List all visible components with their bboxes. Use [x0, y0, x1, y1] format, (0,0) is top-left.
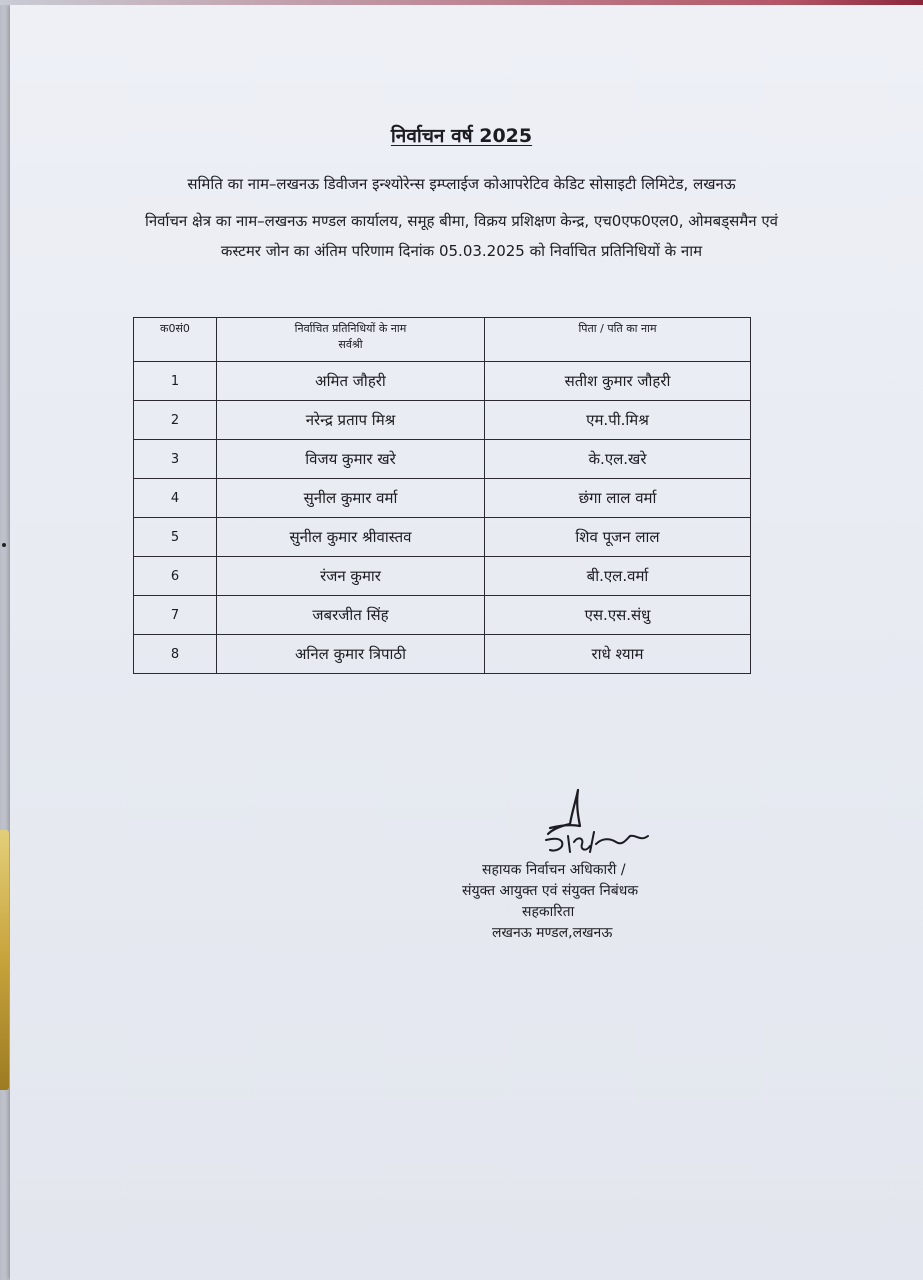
signatory-designation-1: सहायक निर्वाचन अधिकारी /	[482, 862, 626, 878]
row-serial: 3	[134, 440, 217, 479]
punch-mark	[2, 543, 6, 547]
signatory-department: सहकारिता	[522, 904, 575, 920]
row-serial: 1	[134, 362, 217, 401]
row-father: एम.पी.मिश्र	[485, 401, 751, 440]
row-father: सतीश कुमार जौहरी	[485, 362, 751, 401]
signatory-block	[440, 860, 740, 944]
signatory-designation-2: संयुक्त आयुक्त एवं संयुक्त निबंधक	[462, 883, 639, 899]
table-row	[134, 635, 751, 674]
row-name: विजय कुमार खरे	[217, 440, 485, 479]
handwritten-signature	[540, 786, 660, 856]
top-edge-strip	[0, 0, 923, 5]
row-serial: 2	[134, 401, 217, 440]
table-row	[134, 479, 751, 518]
table-row	[134, 518, 751, 557]
table-row	[134, 557, 751, 596]
row-father: राधे श्याम	[485, 635, 751, 674]
table-row	[134, 401, 751, 440]
header-name-label: निर्वाचित प्रतिनिधियों के नाम	[294, 322, 407, 335]
row-father: छंगा लाल वर्मा	[485, 479, 751, 518]
row-name: सुनील कुमार श्रीवास्तव	[217, 518, 485, 557]
row-father: एस.एस.संधु	[485, 596, 751, 635]
binder-strip	[0, 830, 9, 1090]
elected-representatives-table	[133, 317, 751, 674]
header-serial-no: क0सं0	[134, 318, 217, 362]
row-name: जबरजीत सिंह	[217, 596, 485, 635]
row-name: अनिल कुमार त्रिपाठी	[217, 635, 485, 674]
row-name: सुनील कुमार वर्मा	[217, 479, 485, 518]
table-row	[134, 596, 751, 635]
row-name: अमित जौहरी	[217, 362, 485, 401]
constituency-line-1: निर्वाचन क्षेत्र का नाम–लखनऊ मण्डल कार्यालय, समूह बीमा, विक्रय प्रशिक्षण केन्द्र, एच0एफ0एल0, ओमबड्समैन एवं	[144, 212, 779, 230]
header-name	[217, 318, 485, 362]
row-serial: 7	[134, 596, 217, 635]
header-father-name: पिता / पति का नाम	[485, 318, 751, 362]
table-row	[134, 440, 751, 479]
document-title: निर्वाचन वर्ष 2025	[390, 125, 533, 147]
table-header-row	[134, 318, 751, 362]
row-serial: 4	[134, 479, 217, 518]
row-father: के.एल.खरे	[485, 440, 751, 479]
signatory-location: लखनऊ मण्डल,लखनऊ	[492, 925, 613, 941]
row-serial: 8	[134, 635, 217, 674]
constituency-line-2: कस्टमर जोन का अंतिम परिणाम दिनांक 05.03.2025 को निर्वाचित प्रतिनिधियों के नाम	[220, 242, 703, 260]
society-name-line: समिति का नाम–लखनऊ डिवीजन इन्श्योरेन्स इम्प्लाईज कोआपरेटिव केडिट सोसाइटी लिमिटेड, लखनऊ	[187, 175, 736, 193]
row-serial: 6	[134, 557, 217, 596]
table-row	[134, 362, 751, 401]
row-father: बी.एल.वर्मा	[485, 557, 751, 596]
row-name: नरेन्द्र प्रताप मिश्र	[217, 401, 485, 440]
header-name-sub: सर्वश्री	[338, 338, 363, 351]
row-father: शिव पूजन लाल	[485, 518, 751, 557]
row-name: रंजन कुमार	[217, 557, 485, 596]
row-serial: 5	[134, 518, 217, 557]
